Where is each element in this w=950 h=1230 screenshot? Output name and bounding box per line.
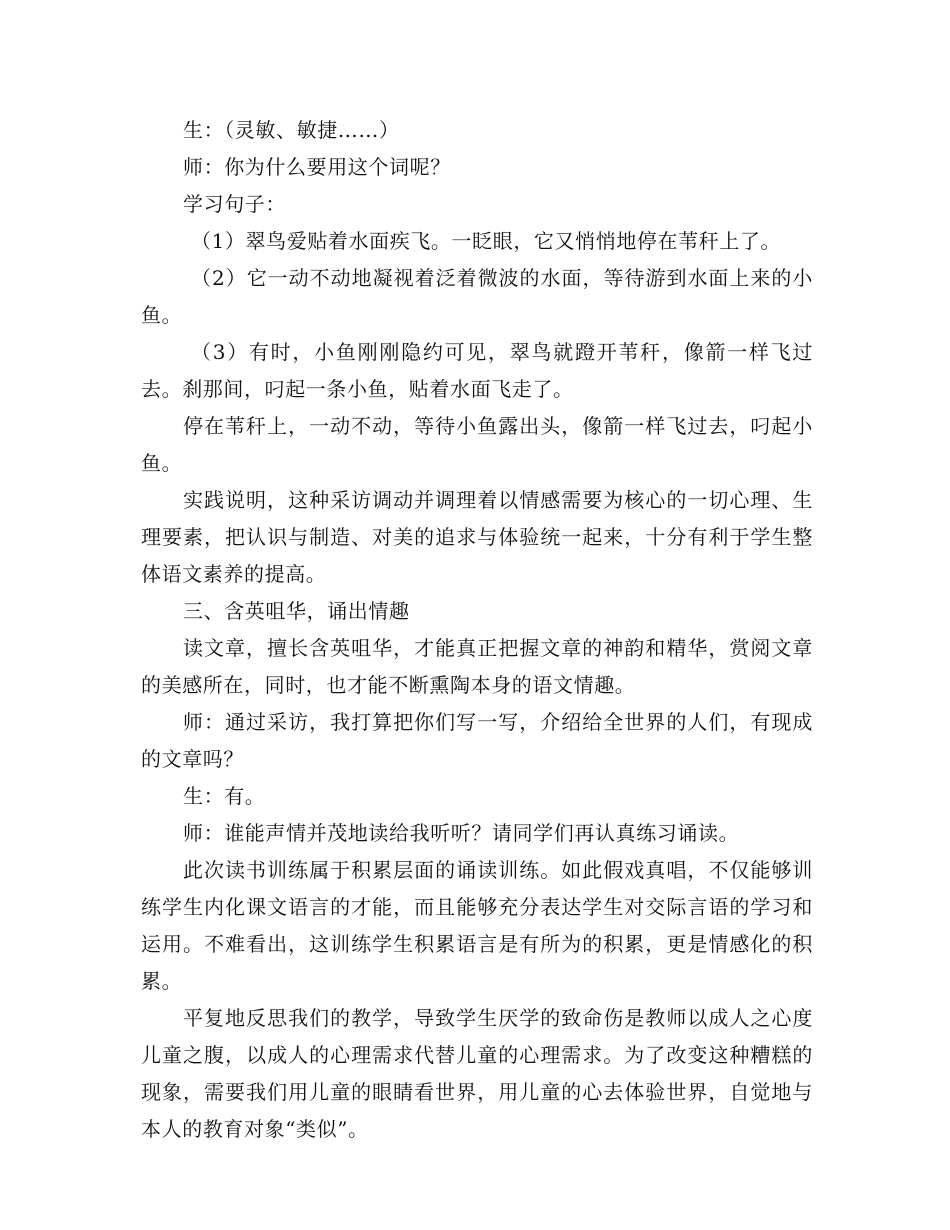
paragraph-reading-training: 此次读书训练属于积累层面的诵读训练。如此假戏真唱，不仅能够训练学生内化课文语言的才能，而且能够充分表达学生对交际言语的学习和运用。不难看出，这训练学生积累语言是有所为的积累，更是情感化的积累。 <box>141 858 813 993</box>
paragraph-student-yes: 生：有。 <box>183 784 266 808</box>
paragraph-reflection: 平复地反思我们的教学，导致学生厌学的致命伤是教师以成人之心度儿童之腹，以成人的心理需求代替儿童的心理需求。为了改变这种糟糕的现象，需要我们用儿童的眼睛看世界，用儿童的心去体验世界，自觉地与本人的教育对象“类似”。 <box>141 1006 813 1141</box>
paragraph-teacher-read-aloud: 师：谁能声情并茂地读给我听听？请同学们再认真练习诵读。 <box>183 821 740 845</box>
paragraph-practice-note: 实践说明，这种采访调动并调理着以情感需要为核心的一切心理、生理要素，把认识与制造、对美的追求与体验统一起来，十分有利于学生整体语文素养的提高。 <box>141 488 813 586</box>
paragraph-reading-articles: 读文章，擅长含英咀华，才能真正把握文章的神韵和精华，赏阅文章的美感所在，同时，也才能不断熏陶本身的语文情趣。 <box>141 636 813 697</box>
paragraph-student-answer: 生：（灵敏、敏捷……） <box>183 118 400 142</box>
paragraph-study-sentences-heading: 学习句子： <box>183 192 286 216</box>
paragraph-sentence-2: （2）它一动不动地凝视着泛着微波的水面，等待游到水面上来的小鱼。 <box>141 266 813 327</box>
paragraph-sentence-1: （1）翠鸟爱贴着水面疾飞。一眨眼，它又悄悄地停在苇秆上了。 <box>191 229 782 253</box>
document-body <box>141 112 813 1148</box>
paragraph-teacher-interview: 师：通过采访，我打算把你们写一写，介绍给全世界的人们，有现成的文章吗？ <box>141 710 813 771</box>
paragraph-summary-actions: 停在苇秆上，一动不动，等待小鱼露出头，像箭一样飞过去，叼起小鱼。 <box>141 414 813 475</box>
paragraph-sentence-3: （3）有时，小鱼刚刚隐约可见，翠鸟就蹬开苇秆，像箭一样飞过去。刹那间，叼起一条小鱼，贴着水面飞走了。 <box>141 340 813 401</box>
paragraph-teacher-question: 师：你为什么要用这个词呢？ <box>183 155 451 179</box>
section-heading-three: 三、含英咀华，诵出情趣 <box>183 599 410 623</box>
